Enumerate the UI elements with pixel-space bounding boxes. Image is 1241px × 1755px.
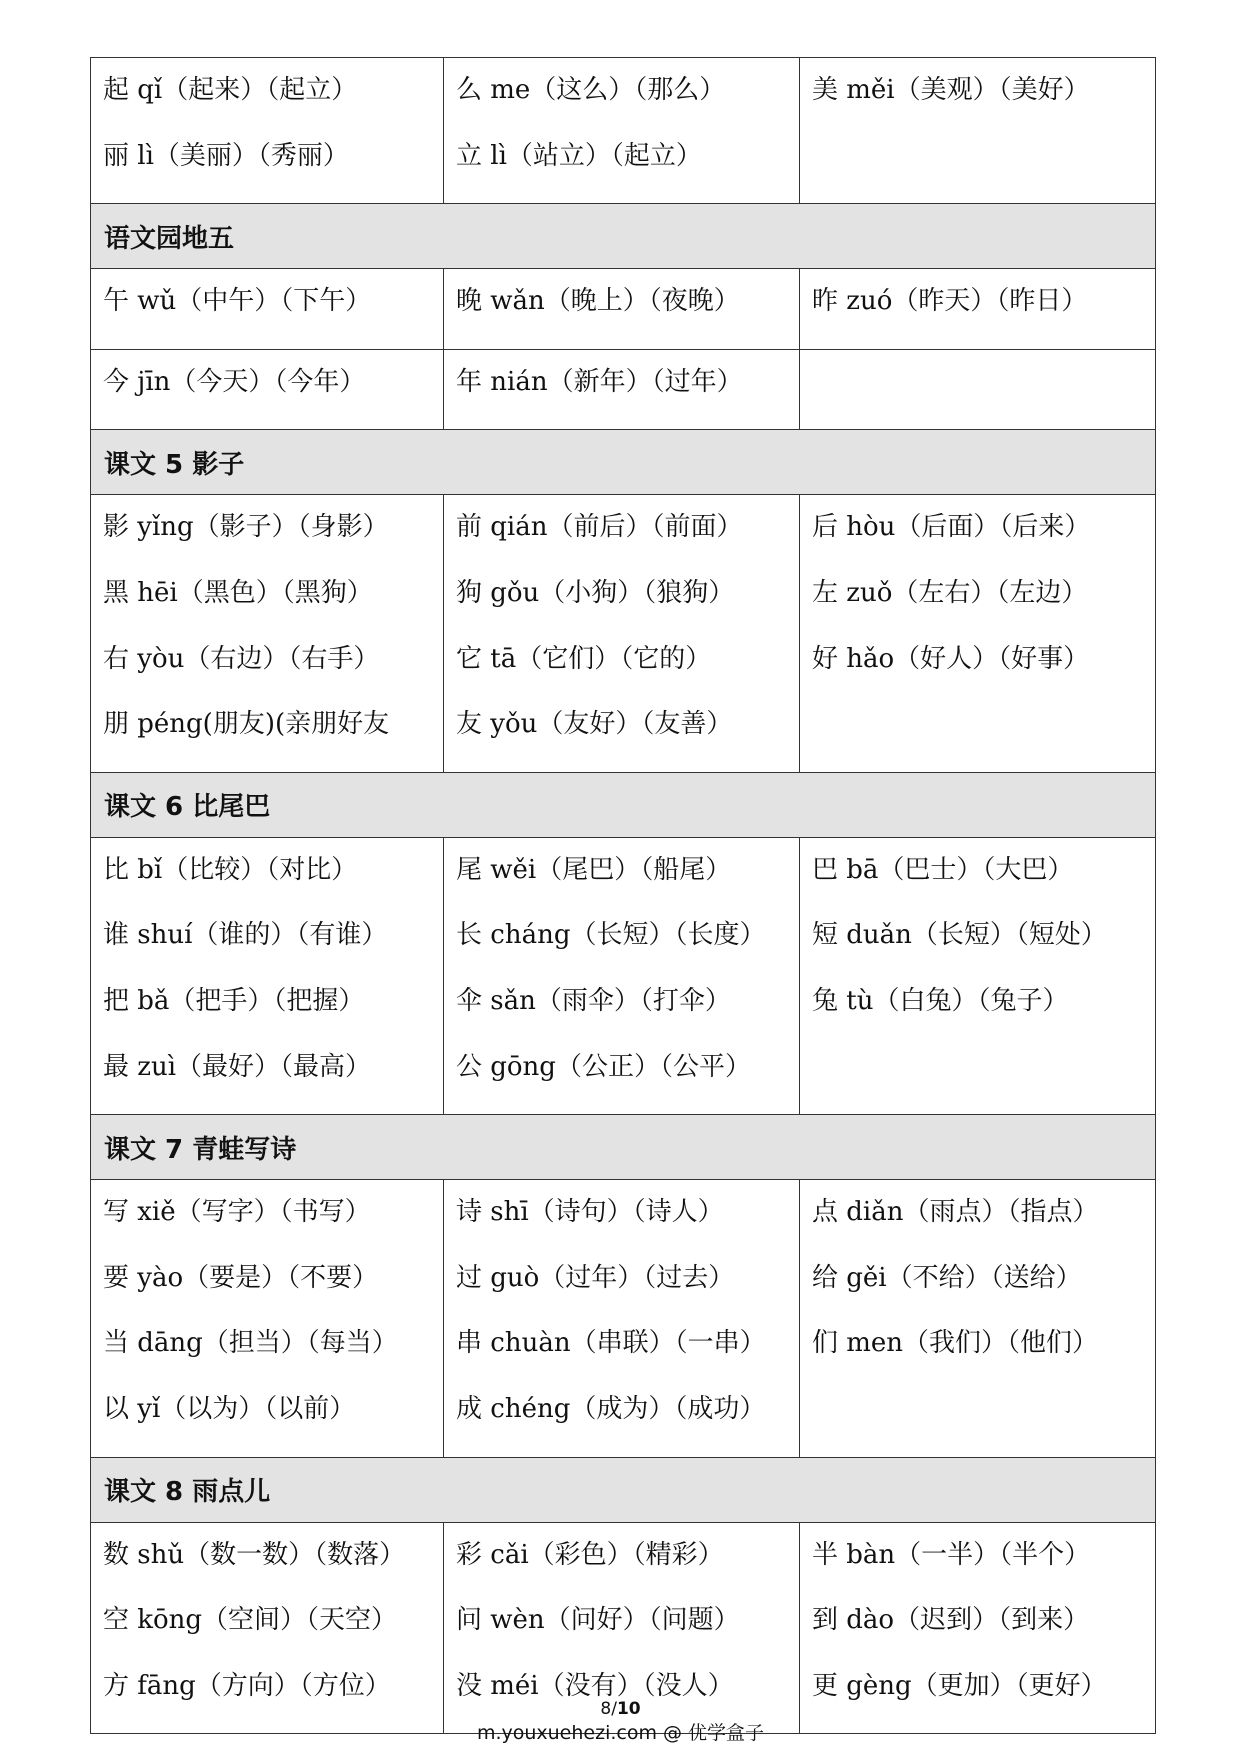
table-cell <box>800 58 1156 204</box>
table-cell <box>800 495 1156 772</box>
word-entry: 左 zuǒ（左右）（左边） <box>812 577 1088 608</box>
word-entry: 丽 lì（美丽）（秀丽） <box>103 140 349 171</box>
table-cell <box>444 1180 800 1457</box>
site-link[interactable]: m.youxuehezi.com @ 优学盒子 <box>476 1722 765 1744</box>
word-entry: 要 yào（要是）（不要） <box>103 1262 379 1293</box>
word-entry: 年 nián（新年）（过年） <box>456 366 743 397</box>
table-cell <box>444 58 800 204</box>
section-title: 课文 8 雨点儿 <box>91 1457 1156 1522</box>
table-cell <box>444 495 800 772</box>
table-row <box>91 495 1156 772</box>
section-header <box>91 772 1156 837</box>
table-cell <box>91 349 444 430</box>
word-entry: 把 bǎ（把手）（把握） <box>103 985 365 1016</box>
page-current: 8 <box>600 1699 612 1719</box>
word-entry: 狗 gǒu（小狗）（狼狗） <box>456 577 735 608</box>
word-entry: 更 gèng（更加）（更好） <box>812 1670 1107 1701</box>
word-entry: 当 dāng（担当）（每当） <box>103 1328 398 1359</box>
word-entry: 们 men（我们）（他们） <box>812 1328 1099 1359</box>
section-header <box>91 1457 1156 1522</box>
word-entry: 诗 shī（诗句）（诗人） <box>456 1197 724 1228</box>
word-entry: 彩 cǎi（彩色）（精彩） <box>456 1539 724 1570</box>
word-entry <box>812 131 1155 197</box>
word-entry: 最 zuì（最好）（最高） <box>103 1051 372 1082</box>
table-cell <box>800 269 1156 350</box>
word-entry: 过 guò（过年）（过去） <box>456 1262 735 1293</box>
word-entry: 长 cháng（长短）（长度） <box>456 920 766 951</box>
word-entry: 巴 bā（巴士）（大巴） <box>812 854 1074 885</box>
word-entry: 点 diǎn（雨点）（指点） <box>812 1197 1099 1228</box>
table-cell <box>444 349 800 430</box>
table-cell <box>91 269 444 350</box>
page-number <box>0 1698 1241 1720</box>
word-entry: 它 tā（它们）（它的） <box>456 643 712 674</box>
section-header <box>91 1115 1156 1180</box>
table-cell <box>444 269 800 350</box>
vocabulary-table <box>90 57 1155 1734</box>
page-total: 10 <box>616 1699 641 1719</box>
word-entry: 空 kōng（空间）（天空） <box>103 1605 398 1636</box>
word-entry: 黑 hēi（黑色）（黑狗） <box>103 577 373 608</box>
table-cell <box>91 58 444 204</box>
table-cell <box>800 837 1156 1114</box>
word-entry: 半 bàn（一半）（半个） <box>812 1539 1091 1570</box>
word-entry: 友 yǒu（友好）（友善） <box>456 709 733 740</box>
section-title: 课文 6 比尾巴 <box>91 772 1156 837</box>
table-row <box>91 349 1156 430</box>
word-entry: 影 yǐng（影子）（身影） <box>103 512 389 543</box>
section-title: 课文 5 影子 <box>91 430 1156 495</box>
word-entry: 比 bǐ（比较）（对比） <box>103 854 358 885</box>
word-entry: 没 méi（没有）（没人） <box>456 1670 734 1701</box>
word-entry: 问 wèn（问好）（问题） <box>456 1605 740 1636</box>
word-entry: 以 yǐ（以为）（以前） <box>103 1393 356 1424</box>
word-entry: 么 me（这么）（那么） <box>456 75 726 105</box>
table-cell <box>444 837 800 1114</box>
word-entry: 串 chuàn（串联）（一串） <box>456 1328 766 1359</box>
word-entry: 谁 shuí（谁的）（有谁） <box>103 920 388 951</box>
section-header <box>91 204 1156 269</box>
word-entry: 到 dào（迟到）（到来） <box>812 1605 1090 1636</box>
table-cell <box>91 495 444 772</box>
word-entry: 给 gěi（不给）（送给） <box>812 1262 1082 1293</box>
section-title: 语文园地五 <box>91 204 1156 269</box>
word-entry: 数 shǔ（数一数）（数落） <box>103 1539 406 1570</box>
section-header <box>91 430 1156 495</box>
word-entry: 美 měi（美观）（美好） <box>812 75 1090 105</box>
table-row <box>91 58 1156 204</box>
word-entry: 成 chéng（成为）（成功） <box>456 1393 766 1424</box>
word-entry: 今 jīn（今天）（今年） <box>103 366 366 397</box>
table-row <box>91 1180 1156 1457</box>
word-entry: 朋 péng(朋友)(亲朋好友 <box>103 709 390 740</box>
word-entry: 兔 tù（白兔）（兔子） <box>812 985 1069 1016</box>
table-cell <box>91 1180 444 1457</box>
table-row <box>91 837 1156 1114</box>
table-row <box>91 269 1156 350</box>
word-entry: 后 hòu（后面）（后来） <box>812 512 1091 543</box>
word-entry: 方 fāng（方向）（方位） <box>103 1670 391 1701</box>
word-entry: 起 qǐ（起来）（起立） <box>103 75 358 105</box>
word-entry: 短 duǎn（长短）（短处） <box>812 920 1107 951</box>
word-entry <box>812 357 1155 423</box>
word-entry: 伞 sǎn（雨伞）（打伞） <box>456 985 731 1016</box>
word-entry: 公 gōng（公正）（公平） <box>456 1051 751 1082</box>
table-cell <box>800 1180 1156 1457</box>
section-title: 课文 7 青蛙写诗 <box>91 1115 1156 1180</box>
word-entry: 立 lì（站立）（起立） <box>456 140 702 171</box>
word-entry: 右 yòu（右边）（右手） <box>103 643 380 674</box>
table-cell <box>800 349 1156 430</box>
page-footer <box>0 1698 1241 1746</box>
word-entry: 尾 wěi（尾巴）（船尾） <box>456 854 732 885</box>
page-separator: / <box>611 1699 617 1719</box>
table-cell <box>91 837 444 1114</box>
word-entry: 昨 zuó（昨天）（昨日） <box>812 286 1088 317</box>
word-entry: 前 qián（前后）（前面） <box>456 512 743 543</box>
word-entry: 好 hǎo（好人）（好事） <box>812 643 1090 674</box>
word-entry: 写 xiě（写字）（书写） <box>103 1197 371 1228</box>
word-entry: 午 wǔ（中午）（下午） <box>103 286 372 317</box>
word-entry: 晚 wǎn（晚上）（夜晚） <box>456 286 740 317</box>
